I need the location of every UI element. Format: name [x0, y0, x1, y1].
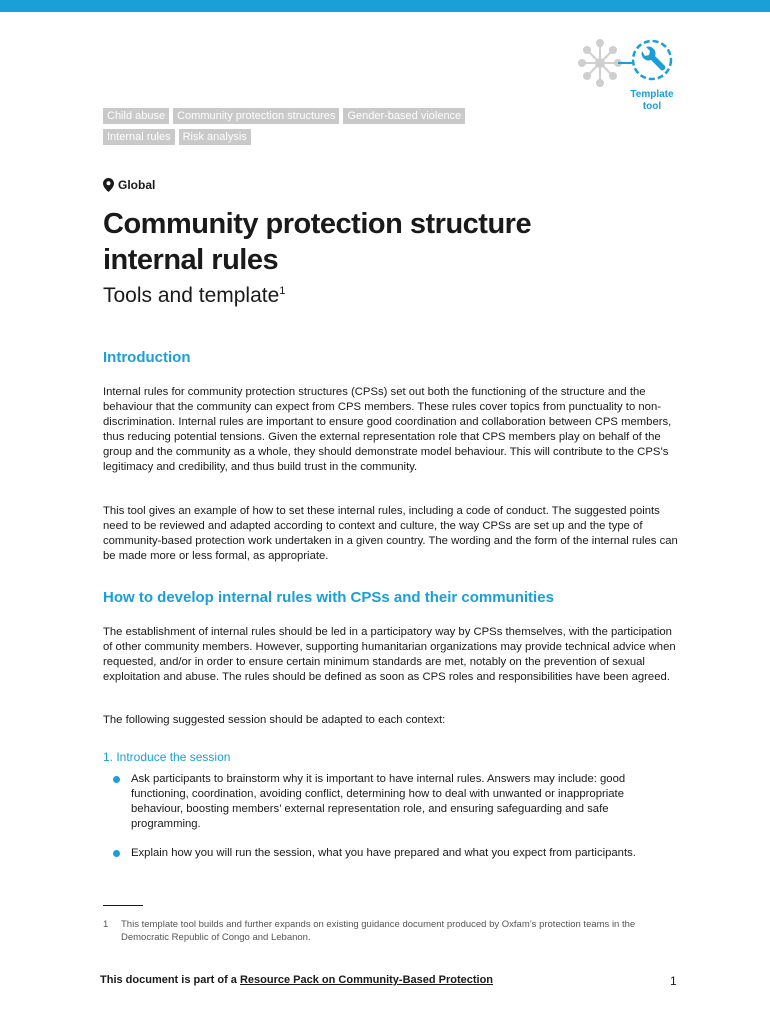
develop-heading: How to develop internal rules with CPSs and their communities — [103, 589, 554, 606]
introduction-paragraph-2: This tool gives an example of how to set these internal rules, including a code of conduct. The suggested points need to be reviewed and adapted according to context and culture, the way CPSs are set up and the type of community-based protection work undertaken in a given country. The wording and the form of the internal rules can be made more or less formal, as appropriate. — [103, 505, 678, 562]
tag-list — [103, 108, 523, 150]
page-subtitle: Tools and template$^1$ — [103, 284, 286, 307]
develop-paragraph-2: The following suggested session should be adapted to each context: — [103, 714, 446, 726]
step-1-title: 1. Introduce the session — [103, 750, 231, 764]
tag-internal-rules[interactable]: Internal rules — [103, 129, 175, 145]
bullet-text: Ask participants to brainstorm why it is important to have internal rules. Answers may include: good functioning, coordination, avoiding conflict, determining how to deal with unwanted or inappropriate behaviour, boosting members’ external representation role, and ensuring safeguarding and safe programming. — [131, 773, 626, 830]
location — [103, 178, 155, 192]
introduction-heading: Introduction — [103, 349, 191, 366]
list-item — [113, 772, 673, 832]
page-title: Community protection structure internal rules — [103, 208, 532, 276]
logo-caption: Template tool — [630, 89, 674, 112]
network-icon — [579, 40, 621, 86]
top-accent-bar — [0, 0, 770, 12]
footnote-number: 1 — [103, 919, 109, 930]
page-number: 1 — [670, 974, 677, 988]
bullet-text: Explain how you will run the session, what you have prepared and what you expect from participants. — [131, 847, 636, 859]
footer-prefix: This document is part of a — [100, 974, 240, 986]
location-label: Global — [118, 178, 156, 192]
tag-gender-based-violence[interactable]: Gender-based violence — [343, 108, 465, 124]
wrench-icon — [642, 47, 666, 71]
list-item — [113, 846, 673, 861]
resource-pack-link[interactable]: Resource Pack on Community-Based Protection — [239, 974, 494, 986]
tag-risk-analysis[interactable]: Risk analysis — [179, 129, 251, 145]
tag-community-protection-structures[interactable]: Community protection structures — [173, 108, 339, 124]
tag-child-abuse[interactable]: Child abuse — [103, 108, 169, 124]
footnote-divider — [103, 905, 143, 906]
bullet-dot — [113, 850, 120, 857]
footnote — [103, 918, 663, 944]
footnote-ref[interactable]: 1 — [279, 285, 286, 297]
develop-paragraph-1: The establishment of internal rules should be led in a participatory way by CPSs themselves, with the participation of other community members. However, supporting humanitarian organizations may provide technical advice when requested, and/or in order to ensure certain minimum standards are met, notably on the prevention of sexual exploitation and abuse. The rules should be defined as soon as CPS roles and responsibilities have been agreed. — [103, 626, 676, 683]
bullet-dot — [113, 776, 120, 783]
map-pin-icon — [103, 178, 114, 192]
footnote-text: This template tool builds and further expands on existing guidance document produced by Oxfam’s protection teams in the Democratic Republic of Congo and Lebanon. — [121, 919, 636, 943]
introduction-paragraph-1: Internal rules for community protection structures (CPSs) set out both the functioning of the structure and the behaviour that the community can expect from CPS members. These rules cover topics from punctuality to non-discrimination. Internal rules are important to ensure good coordination and collaboration between CPS members, thus reducing potential tensions. Given the external representation role that CPS members play on behalf of the group and the community as a whole, they should demonstrate model behaviour. This will contribute to the CPS’s legitimacy and credibility, and thus build trust in the community. — [103, 386, 672, 473]
footer — [100, 974, 493, 986]
